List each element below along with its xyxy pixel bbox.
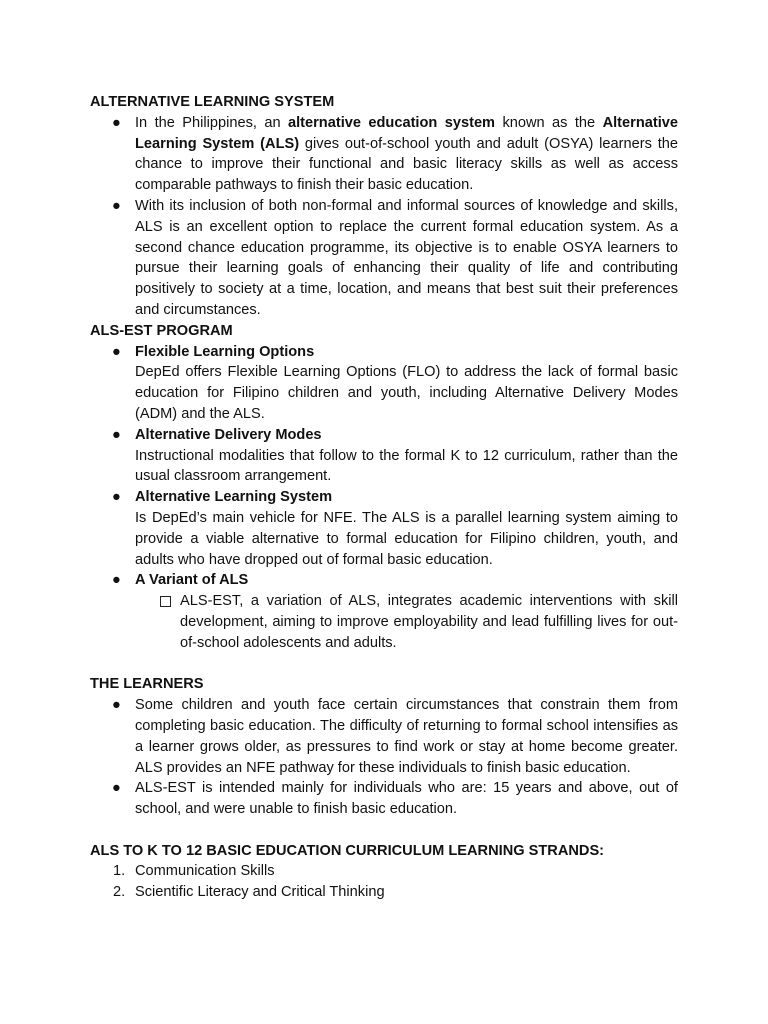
list-item [90, 695, 678, 778]
list-item [90, 342, 678, 425]
sub-list-item-text: ALS-EST, a variation of ALS, integrates academic interventions with skill development, aiming to improve employability and lead fulfilling lives for out-of-school adolescents and adults. [180, 593, 678, 651]
bullet-marker: ● [112, 697, 121, 714]
bullet-marker: ● [112, 343, 121, 360]
list-item [90, 487, 678, 570]
bullet-marker: ● [112, 780, 121, 797]
text-run-bold: alternative education system [287, 114, 496, 131]
list-item-text: Communication Skills [135, 863, 275, 880]
bullet-marker: ● [112, 489, 121, 506]
bullet-marker: ● [112, 197, 121, 214]
bullet-marker: ● [112, 114, 121, 131]
spacer [90, 820, 678, 841]
text-run-bold: Alternative Learning System (ALS) [135, 114, 679, 152]
spacer [90, 654, 678, 675]
bullet-marker: ● [112, 426, 121, 443]
checkbox-square-icon [160, 596, 171, 607]
sub-list-item [90, 591, 678, 653]
list-item-text: ALS-EST is intended mainly for individuals who are: 15 years and above, out of school, and were unable to finish basic education. [135, 780, 678, 818]
als-est-list [90, 342, 678, 592]
list-item [90, 425, 678, 487]
list-item-heading: Alternative Learning System [135, 489, 333, 506]
list-number: 1. [113, 863, 126, 880]
list-item-text: With its inclusion of both non-formal and informal sources of knowledge and skills, ALS is an excellent option to replace the current formal education system. As a second chance education programme, its objective is to enable OSYA learners to pursue their learning goals of enhancing their quality of life and contributing positively to society at a time, location, and means that best suit their preferences and circumstances. [135, 197, 678, 318]
document-content [90, 92, 678, 903]
text-run: gives out-of-school youth and adult (OSYA) learners the chance to improve their functional and basic literacy skills as well as access comparable pathways to finish their basic education. [135, 135, 679, 194]
bullet-marker: ● [112, 572, 121, 589]
list-item-heading: Flexible Learning Options [135, 343, 315, 360]
list-item [90, 570, 678, 591]
section-title-als: ALTERNATIVE LEARNING SYSTEM [90, 94, 335, 110]
strands-list [90, 861, 678, 903]
text-run: In the Philippines, an [135, 114, 288, 131]
learners-list [90, 695, 678, 820]
list-item-text: Is DepEd’s main vehicle for NFE. The ALS is a parallel learning system aiming to provide a viable alternative to formal education for Filipino children, youth, and adults who have dropped out of formal basic education. [135, 509, 678, 568]
list-item [90, 113, 678, 196]
list-item [90, 861, 678, 882]
list-item-heading: Alternative Delivery Modes [135, 426, 322, 443]
section-title-als-est: ALS-EST PROGRAM [90, 322, 233, 339]
list-number: 2. [113, 884, 126, 901]
section-title-learners: THE LEARNERS [90, 676, 204, 693]
als-bullet-list [90, 113, 678, 321]
list-item-text: Some children and youth face certain circumstances that constrain them from completing basic education. The difficulty of returning to formal school intensifies as a learner grows older, as pressures to find work or stay at home become greater. ALS provides an NFE pathway for these individuals to finish basic education. [135, 697, 678, 776]
list-item [90, 778, 678, 820]
list-item-text: DepEd offers Flexible Learning Options (FLO) to address the lack of formal basic education for Filipino children and youth, including Alternative Delivery Modes (ADM) and the ALS. [135, 364, 678, 422]
list-item [90, 882, 678, 903]
list-item-text: Instructional modalities that follow to the formal K to 12 curriculum, rather than the usual classroom arrangement. [135, 447, 678, 485]
text-run: known as the [495, 114, 603, 131]
list-item-text: Scientific Literacy and Critical Thinking [135, 884, 385, 901]
list-item-heading: A Variant of ALS [135, 572, 249, 589]
section-title-strands: ALS TO K TO 12 BASIC EDUCATION CURRICULUM LEARNING STRANDS: [90, 842, 605, 859]
list-item [90, 196, 678, 321]
